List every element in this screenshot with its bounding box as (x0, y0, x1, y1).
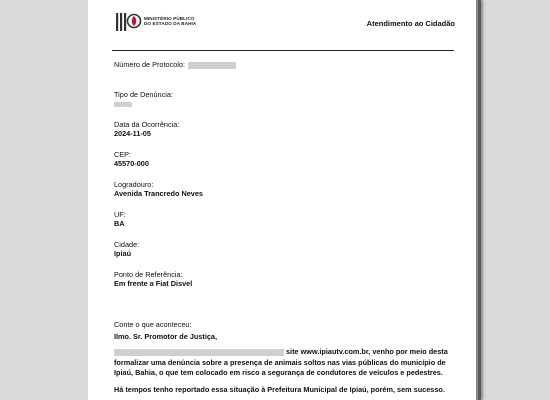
field-tipo-denuncia (114, 90, 173, 108)
narrative-paragraph-1 (114, 347, 454, 378)
field-data-ocorrencia (114, 120, 179, 138)
field-label: Cidade: (114, 240, 140, 249)
field-label: UF: (114, 210, 126, 219)
protocol-label: Número de Protocolo: (114, 60, 185, 69)
field-value: 2024-11-05 (114, 129, 151, 138)
org-name (144, 16, 214, 27)
field-cidade (114, 240, 139, 258)
document-page (88, 0, 476, 400)
field-value: Avenida Trancredo Neves (114, 189, 203, 198)
narrative-greeting: Ilmo. Sr. Promotor de Justiça, (114, 332, 217, 342)
field-label: Data da Ocorrência: (114, 120, 180, 129)
field-ponto-referencia (114, 270, 192, 288)
field-logradouro (114, 180, 203, 198)
narrative-paragraph-1-text: site www.ipiautv.com.br, venho por meio desta formalizar uma denúncia sobre a presença de animais soltos nas vias públicas do município de Ipiaú, Bahia, o que tem colocado em risco a segurança de condutores de veículos e pedestres. (114, 347, 448, 377)
document-title: Atendimento ao Cidadão (366, 19, 455, 28)
protocol-row (114, 60, 236, 69)
org-name-line2: DO ESTADO DA BAHIA (144, 21, 197, 27)
narrative-redaction (114, 349, 284, 356)
field-value: Ipiaú (114, 249, 132, 258)
field-value: Em frente a Fiat Disvel (114, 279, 193, 288)
field-cep (114, 150, 149, 168)
field-label: CEP: (114, 150, 132, 159)
field-value: BA (114, 219, 125, 228)
document-header (88, 0, 476, 52)
org-name-line1: MINISTÉRIO PÚBLICO (144, 16, 195, 21)
field-uf (114, 210, 126, 228)
protocol-redaction (188, 62, 236, 69)
header-divider (112, 50, 454, 51)
field-value: 45570-000 (114, 159, 149, 168)
narrative-section (114, 320, 454, 395)
field-value-redacted (114, 99, 173, 108)
field-label: Ponto de Referência: (114, 270, 183, 279)
field-label: Tipo de Denúncia: (114, 90, 173, 99)
mp-logo-icon (114, 11, 142, 35)
field-label: Logradouro: (114, 180, 154, 189)
narrative-label: Conte o que aconteceu: (114, 320, 192, 329)
mp-bahia-logo (114, 11, 202, 35)
narrative-paragraph-2: Há tempos tenho reportado essa situação à Prefeitura Municipal de Ipiaú, porém, sem sucesso. (114, 385, 445, 395)
